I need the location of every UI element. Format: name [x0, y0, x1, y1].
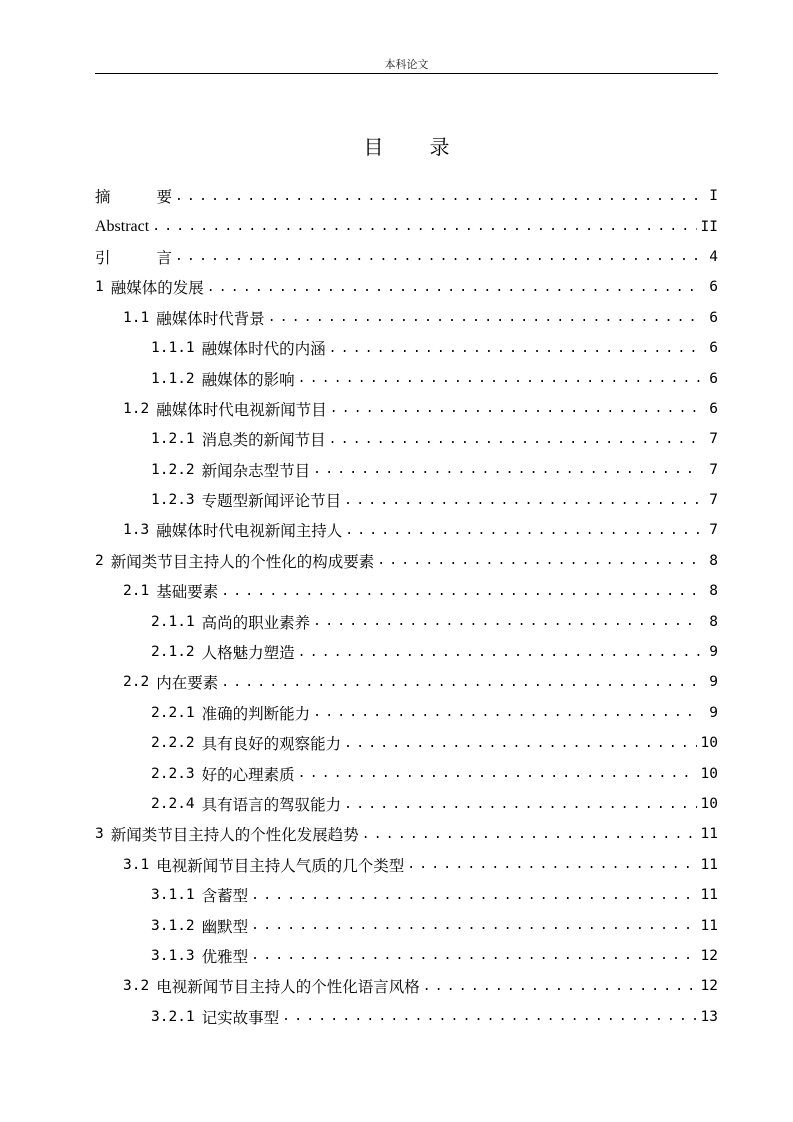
toc-entry-number: 1 [95, 279, 104, 296]
toc-entry-label-first: 摘 [95, 188, 111, 207]
toc-leader-dots [313, 462, 700, 477]
toc-entry[interactable] [95, 698, 718, 728]
toc-entry-number: 3.1.1 [151, 887, 195, 904]
toc-entry[interactable] [95, 1002, 718, 1032]
toc-entry-number: 3.2.1 [151, 1008, 195, 1025]
toc-entry[interactable] [95, 485, 718, 515]
toc-entry-label: 融媒体时代电视新闻节目 [156, 400, 327, 419]
toc-entry-label: 融媒体的影响 [201, 370, 295, 389]
toc-leader-dots [298, 371, 700, 386]
toc-entry[interactable] [95, 971, 718, 1001]
toc-entry-page-number: 6 [709, 309, 718, 326]
toc-entry-label: 具有语言的驾驭能力 [201, 796, 342, 814]
toc-entry-page-number: 6 [709, 340, 718, 357]
toc-entry[interactable] [95, 394, 718, 424]
running-header: 本科论文 [384, 58, 429, 71]
toc-entry-label: 融媒体时代电视新闻主持人 [156, 522, 343, 541]
toc-entry-number: 3.1.2 [151, 917, 195, 934]
toc-entry-number: 1.1.2 [151, 370, 195, 387]
toc-leader-dots [268, 310, 700, 325]
toc-entry-number: 2.2.2 [151, 735, 195, 752]
toc-entry-page-number: 9 [709, 674, 718, 691]
toc-entry-label: 幽默型 [201, 917, 249, 936]
toc-entry[interactable] [95, 515, 718, 545]
toc-entry-label: 专题型新闻评论节目 [201, 492, 342, 511]
toc-entry[interactable] [95, 576, 718, 606]
toc-leader-dots [282, 1009, 696, 1024]
toc-entry-number: 1.2.2 [151, 461, 195, 478]
toc-entry-label: 融媒体时代的内涵 [201, 340, 326, 359]
toc-entry-label: 记实故事型 [201, 1008, 280, 1027]
toc-entry[interactable] [95, 910, 718, 940]
toc-entry-number: 2.1 [123, 583, 150, 600]
toc-leader-dots [152, 219, 696, 234]
toc-entry[interactable] [95, 455, 718, 485]
toc-leader-dots [175, 189, 700, 204]
toc-entry-page-number: 6 [709, 400, 718, 417]
toc-entry-page-number: 11 [700, 917, 718, 934]
toc-entry-label: 电视新闻节目主持人的个性化语言风格 [156, 978, 420, 997]
toc-entry-page-number: 7 [709, 461, 718, 478]
toc-leader-dots [345, 523, 700, 538]
toc-entry[interactable] [95, 424, 718, 454]
toc-entry-page-number: 11 [700, 826, 718, 843]
toc-entry-label: 高尚的职业素养 [201, 613, 311, 632]
toc-leader-dots [377, 553, 700, 568]
toc-leader-dots [207, 280, 700, 295]
toc-entry-label-first: 引 [95, 248, 111, 267]
toc-entry-page-number: 7 [709, 522, 718, 539]
toc-entry-page-number: I [709, 188, 718, 205]
toc-entry-page-number: 7 [709, 492, 718, 509]
toc-entry-page-number: 10 [700, 765, 718, 782]
toc-entry-page-number: II [700, 218, 718, 235]
toc-leader-dots [407, 857, 696, 872]
toc-leader-dots [313, 614, 700, 629]
toc-entry-label [95, 246, 172, 268]
toc-leader-dots [251, 948, 696, 963]
toc-leader-dots [221, 675, 700, 690]
page-title [95, 131, 718, 160]
toc-entry[interactable] [95, 272, 718, 302]
toc-entry-page-number: 6 [709, 370, 718, 387]
table-of-contents [95, 181, 718, 1032]
toc-entry-number: 1.1.1 [151, 340, 195, 357]
toc-entry-page-number: 11 [700, 887, 718, 904]
toc-entry-number: 3.1 [123, 856, 150, 873]
toc-entry[interactable] [95, 880, 718, 910]
toc-entry-label: 好的心理素质 [201, 765, 295, 784]
toc-entry-label: 含蓄型 [201, 887, 249, 906]
toc-entry-number: 2.2 [123, 674, 150, 691]
toc-entry-page-number: 6 [709, 279, 718, 296]
toc-entry[interactable] [95, 850, 718, 880]
toc-leader-dots [329, 432, 700, 447]
toc-entry[interactable] [95, 303, 718, 333]
toc-entry[interactable] [95, 758, 718, 788]
toc-leader-dots [251, 888, 696, 903]
toc-entry-number: 1.2.3 [151, 492, 195, 509]
toc-leader-dots [344, 493, 700, 508]
toc-entry-label: 新闻类节目主持人的个性化发展趋势 [110, 826, 359, 845]
toc-entry-label: 融媒体的发展 [110, 279, 204, 298]
toc-entry[interactable] [95, 667, 718, 697]
toc-entry[interactable] [95, 211, 718, 241]
toc-entry-label [95, 185, 172, 207]
toc-entry-label: Abstract [95, 217, 150, 235]
toc-entry-number: 2 [95, 552, 104, 569]
toc-entry-label: 人格魅力塑造 [201, 644, 295, 663]
toc-leader-dots [344, 797, 696, 812]
toc-entry-number: 2.2.4 [151, 796, 195, 812]
toc-entry-page-number: 8 [709, 613, 718, 630]
toc-leader-dots [330, 401, 700, 416]
toc-entry-number: 1.1 [123, 309, 150, 326]
toc-leader-dots [175, 249, 700, 264]
toc-entry-page-number: 10 [700, 796, 718, 812]
toc-leader-dots [362, 827, 697, 842]
toc-entry-label: 新闻杂志型节目 [201, 461, 311, 480]
toc-entry-label: 优雅型 [201, 947, 249, 966]
toc-leader-dots [423, 979, 697, 994]
toc-leader-dots [329, 341, 700, 356]
toc-leader-dots [298, 766, 697, 781]
page-title-right: 录 [429, 135, 450, 159]
toc-entry-label: 消息类的新闻节目 [201, 431, 326, 450]
toc-entry-page-number: 8 [709, 552, 718, 569]
toc-entry[interactable] [95, 637, 718, 667]
toc-entry-number: 2.1.2 [151, 644, 195, 661]
page-title-left: 目 [363, 135, 384, 159]
toc-entry-label: 新闻类节目主持人的个性化的构成要素 [110, 552, 375, 571]
toc-entry-label: 内在要素 [156, 674, 219, 693]
header-divider [95, 73, 718, 74]
toc-entry-label-second: 言 [156, 248, 173, 267]
toc-entry-number: 2.1.1 [151, 613, 195, 630]
toc-leader-dots [251, 918, 696, 933]
toc-entry[interactable] [95, 181, 718, 211]
toc-entry[interactable] [95, 606, 718, 636]
toc-leader-dots [298, 645, 700, 660]
toc-entry-number: 3.1.3 [151, 947, 195, 964]
toc-entry-page-number: 12 [700, 947, 718, 964]
toc-entry-number: 2.2.1 [151, 704, 195, 721]
toc-leader-dots [313, 705, 700, 720]
toc-entry-number: 1.2.1 [151, 431, 195, 448]
toc-entry-page-number: 9 [709, 644, 718, 661]
toc-entry-page-number: 9 [709, 704, 718, 721]
toc-entry[interactable] [95, 363, 718, 393]
toc-entry-label: 融媒体时代背景 [156, 309, 265, 328]
toc-entry[interactable] [95, 819, 718, 849]
toc-entry-page-number: 12 [700, 978, 718, 995]
toc-entry-label: 电视新闻节目主持人气质的几个类型 [156, 856, 405, 875]
toc-entry-number: 3.2 [123, 978, 150, 995]
toc-entry[interactable] [95, 941, 718, 971]
toc-entry-page-number: 4 [709, 248, 718, 265]
toc-entry-number: 1.2 [123, 400, 150, 417]
toc-entry[interactable] [95, 789, 718, 819]
toc-entry[interactable] [95, 333, 718, 363]
toc-entry-label: 准确的判断能力 [201, 704, 311, 723]
toc-entry-page-number: 8 [709, 583, 718, 600]
toc-entry-label-second: 要 [156, 188, 173, 207]
toc-entry-number: 1.3 [123, 522, 150, 539]
toc-entry-number: 3 [95, 826, 104, 843]
toc-entry-page-number: 7 [709, 431, 718, 448]
toc-entry-page-number: 13 [700, 1008, 718, 1025]
toc-leader-dots [221, 584, 700, 599]
toc-entry-number: 2.2.3 [151, 765, 195, 782]
toc-entry-page-number: 11 [700, 856, 718, 873]
toc-entry[interactable] [95, 546, 718, 576]
toc-entry[interactable] [95, 242, 718, 272]
toc-leader-dots [344, 736, 696, 751]
toc-entry-label: 基础要素 [156, 583, 219, 602]
toc-entry[interactable] [95, 728, 718, 758]
toc-entry-page-number: 10 [700, 735, 718, 752]
toc-entry-label: 具有良好的观察能力 [201, 735, 342, 754]
